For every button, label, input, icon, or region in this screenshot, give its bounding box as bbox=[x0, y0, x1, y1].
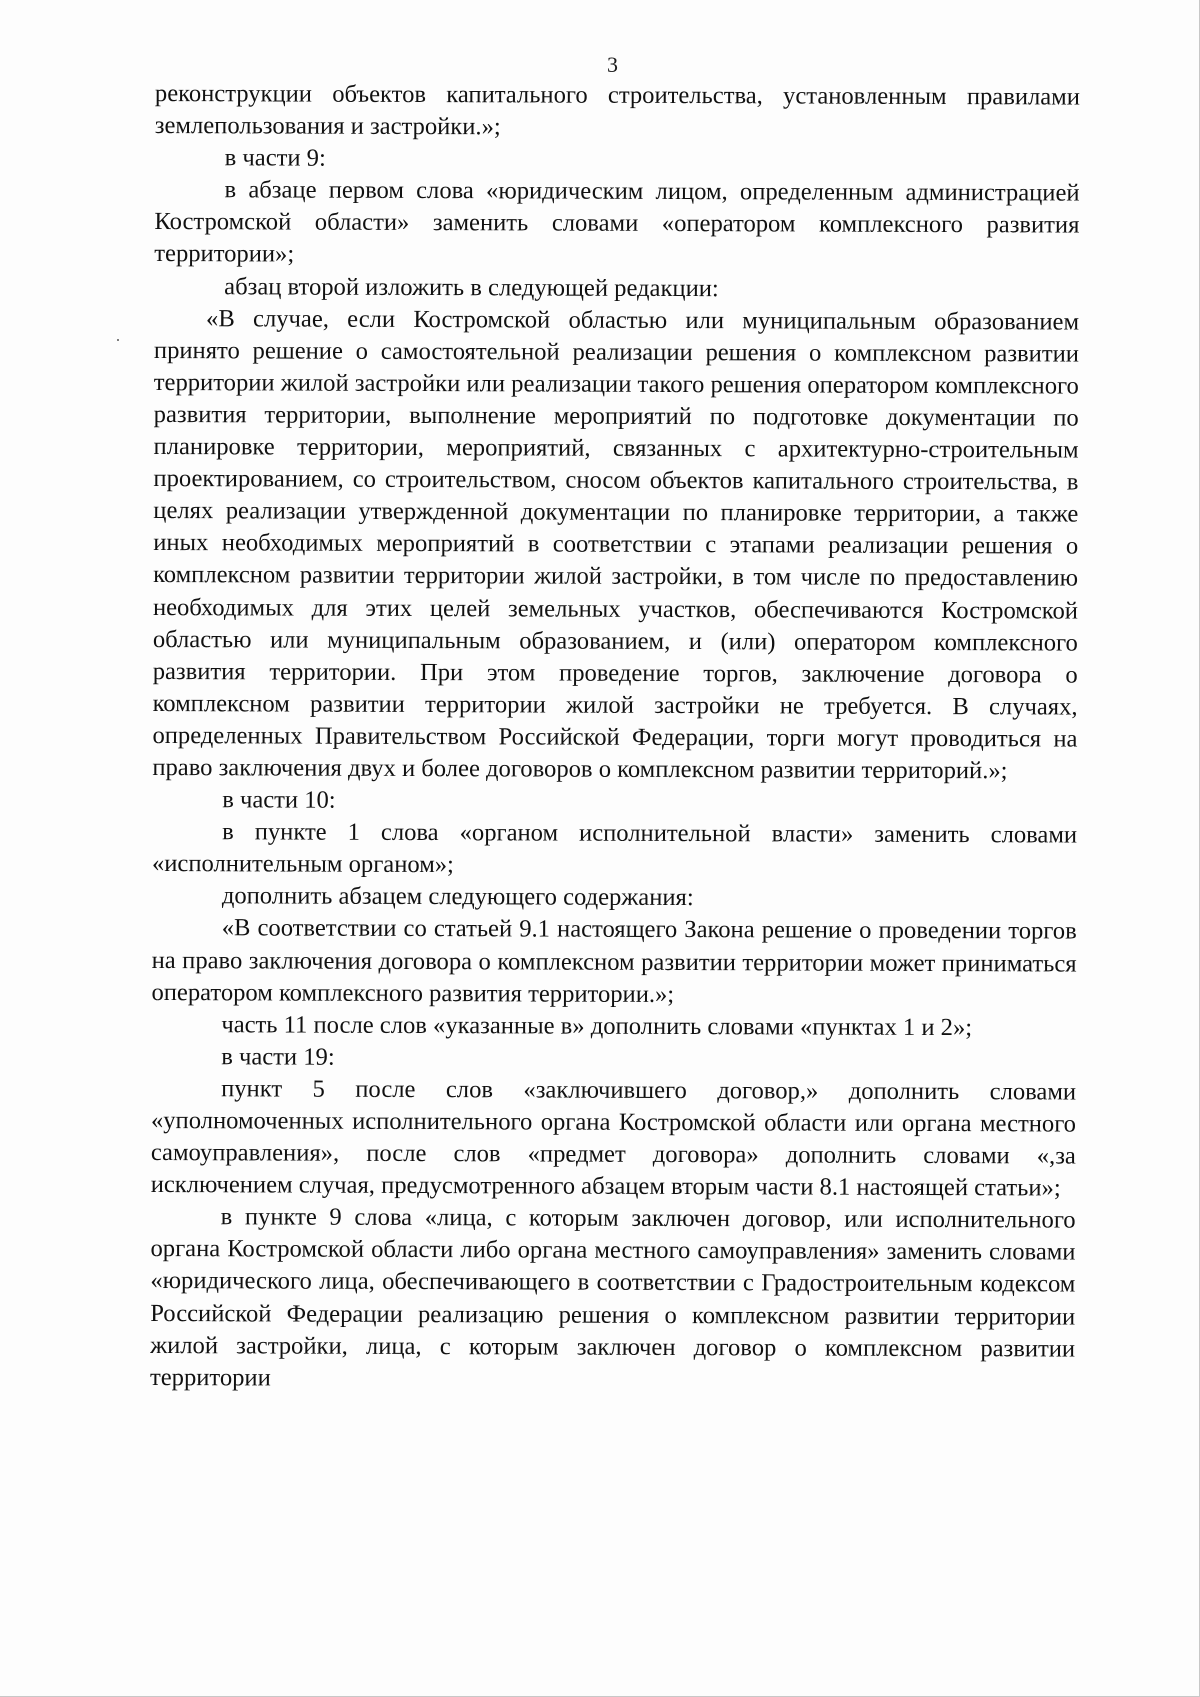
paragraph: «В соответствии со статьей 9.1 настоящего Закона решение о проведении торгов на право заключения договора о комплексном развитии территории может приниматься оператором комплексного развития территории.»; bbox=[151, 914, 1077, 1008]
paragraph: дополнить абзацем следующего содержания: bbox=[221, 882, 694, 912]
paragraph: в пункте 1 слова «органом исполнительной власти» заменить словами «исполнительным органом»; bbox=[151, 818, 1078, 879]
paragraph: в части 19: bbox=[221, 1043, 335, 1071]
paragraph: реконструкции объектов капитального строительства, установленным правилами землепользования и застройки.»; bbox=[154, 79, 1080, 141]
paragraph: часть 11 после слов «указанные в» дополнить словами «пунктах 1 и 2»; bbox=[221, 1010, 973, 1041]
paragraph: в части 9: bbox=[224, 144, 326, 172]
paragraph: абзац второй изложить в следующей редакции: bbox=[224, 272, 719, 302]
document-body bbox=[150, 78, 1080, 1397]
page-number: 3 bbox=[607, 52, 618, 77]
paragraph: в абзаце первом слова «юридическим лицом, определенным администрацией Костромской области» заменить словами «оператором комплексного развития территории»; bbox=[154, 176, 1080, 269]
paragraph: в части 10: bbox=[222, 786, 336, 814]
paragraph: «В случае, если Костромской областью или муниципальным образованием принято решение о самостоятельной реализации решения о комплексном развитии территории жилой застройки или реализации такого решения оператором комплексного развития территории, выполнение мероприятий по подготовке документации по планировке территории, мероприятий, связанных с архитектурно-строительным проектированием, со строительством, сносом объектов капитального строительства, в целях реализации утвержденной документации по планировке территории, а также иных необходимых мероприятий в соответствии с этапами реализации решения о комплексном развитии территории жилой застройки, в том числе по предоставлению необходимых для этих целей земельных участков, обеспечиваются Костромской областью или муниципальным образованием, и (или) оператором комплексного развития территории. При этом проведение торгов, заключение договора о комплексном развитии территории жилой застройки не требуется. В случаях, определенных Правительством Российской Федерации, торги могут проводиться на право заключения двух и более договоров о комплексном развитии территорий.»; bbox=[152, 304, 1080, 785]
paragraph: в пункте 9 слова «лица, с которым заключен договор, или исполнительного органа Костромской области либо органа местного самоуправления» заменить словами «юридического лица, обеспечивающего в соответствии с Градостроительным кодексом Российской Федерации реализацию решения о комплексном развитии территории жилой застройки, лица, с которым заключен договор о комплексном развитии территории bbox=[149, 1203, 1076, 1392]
paragraph: пункт 5 после слов «заключившего договор,» дополнить словами «уполномоченных исполнительного органа Костромской области или органа местного самоуправления», после слов «предмет договора» дополнить словами «,за исключением случая, предусмотренного абзацем вторым части 8.1 настоящей статьи»; bbox=[150, 1075, 1077, 1202]
scan-speck bbox=[117, 339, 119, 341]
